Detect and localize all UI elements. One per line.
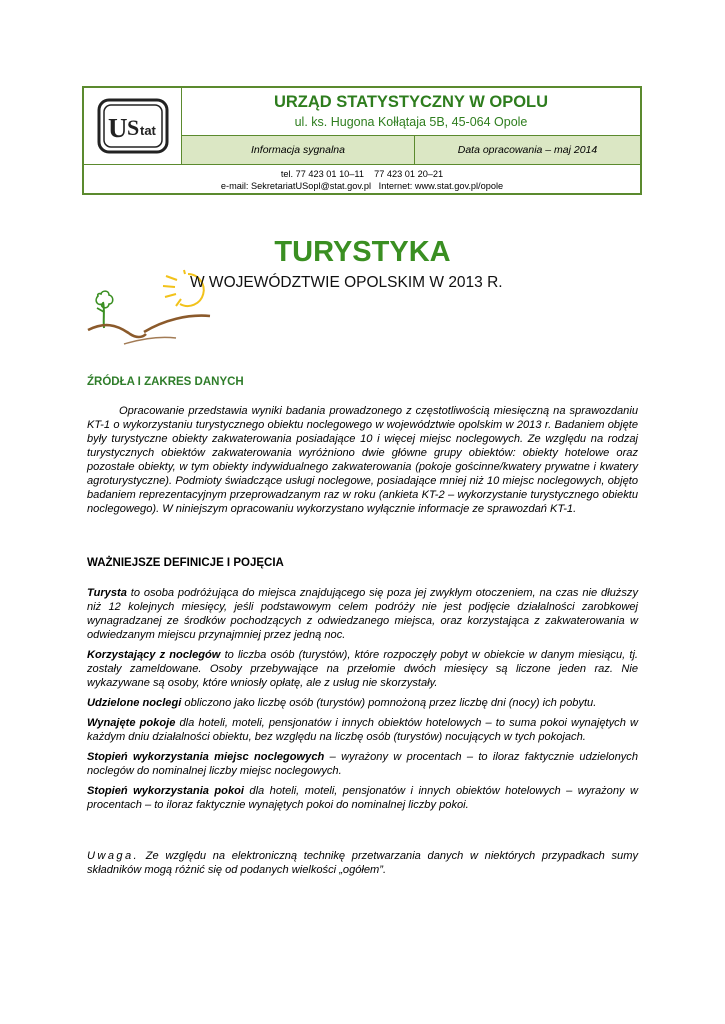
svg-text:tat: tat	[139, 123, 156, 138]
definition-item	[87, 716, 638, 744]
header-title-cell	[182, 88, 640, 135]
date-label: Data opracowania – maj 2014	[457, 144, 598, 156]
svg-text:U: U	[107, 113, 127, 143]
section-heading-definitions: WAŻNIEJSZE DEFINICJE I POJĘCIA	[87, 557, 284, 569]
info-label: Informacja sygnalna	[182, 136, 415, 164]
page-subtitle: W WOJEWÓDZTWIE OPOLSKIM W 2013 R.	[190, 274, 503, 291]
header-box	[82, 86, 642, 195]
svg-text:S: S	[126, 115, 139, 140]
definition-item	[87, 750, 638, 778]
org-address: ul. ks. Hugona Kołłątaja 5B, 45-064 Opole	[294, 115, 528, 129]
definition-text: to liczba osób (turystów), które rozpoczęły pobyt w obiekcie w danym miesiącu, tj. zostały zameldowane. Osoby przebywające na przełomie dwóch miesięcy są liczone jeden raz. Nie wykazywane są osoby, które wniosły opłatę, ale z usług nie skorzystały.	[87, 649, 638, 689]
note-lead: Uwaga.	[87, 850, 140, 862]
definition-term: Udzielone noclegi	[87, 697, 182, 709]
intro-paragraph: Opracowanie przedstawia wyniki badania prowadzonego z częstotliwością miesięczną na sprawozdaniu KT-1 o wykorzystaniu turystycznego obiektu noclegowego w województwie opolskim w 2013 r. Badaniem objęte były turystyczne obiekty zakwaterowania posiadające 10 i więcej miejsc noclegowych. Ze względu na rodzaj turystycznych obiektów zakwaterowania wyróżniono dwie główne grupy obiektów: obiekty hotelowe oraz pozostałe obiekty, w tym obiekty indywidualnego zakwaterowania (pokoje gościnne/kwatery prywatne i kwatery agroturystyczne). Podmioty świadczące usługi noclegowe, posiadające mniej niż 10 miejsc noclegowych, objęto badaniem reprezentacyjnym przeprowadzanym raz w roku (ankieta KT-2 – wykorzystanie turystycznego obiektu noclegowego). W niniejszym opracowaniu wykorzystano wyłącznie informacje ze sprawozdań KT-1.	[87, 405, 638, 515]
email-line: e-mail: SekretariatUSopl@stat.gov.pl Internet: www.stat.gov.pl/opole	[220, 181, 504, 191]
definition-term: Korzystający z noclegów	[87, 649, 221, 661]
definitions-list	[87, 586, 638, 818]
page-title: TURYSTYKA	[274, 236, 451, 268]
section-heading-sources: ŹRÓDŁA I ZAKRES DANYCH	[87, 376, 244, 388]
org-name: URZĄD STATYSTYCZNY W OPOLU	[273, 93, 549, 111]
definition-item	[87, 696, 638, 710]
definition-text: obliczono jako liczbę osób (turystów) pomnożoną przez liczbę dni (nocy) ich pobytu.	[181, 697, 597, 709]
note-paragraph	[87, 849, 638, 877]
logo-cell	[84, 88, 182, 164]
contact-row	[84, 164, 640, 193]
definition-text: – wyrażony w procentach – to iloraz faktycznie udzielonych noclegów do nominalnej liczby miejsc noclegowych.	[87, 751, 639, 777]
definition-item	[87, 648, 638, 690]
definition-text: dla hoteli, moteli, pensjonatów i innych obiektów hotelowych – wyrażony w procentach – to iloraz faktycznie wynajętych pokoi do nominalnej liczby pokoi.	[87, 785, 639, 811]
ustat-logo-icon	[96, 97, 170, 155]
definition-term: Wynajęte pokoje	[87, 717, 176, 729]
definition-term: Turysta	[87, 587, 127, 599]
header-info-row	[182, 135, 640, 164]
definition-term: Stopień wykorzystania miejsc noclegowych	[87, 751, 325, 763]
definition-item	[87, 586, 638, 642]
note-text: Ze względu na elektroniczną technikę przetwarzania danych w niektórych przypadkach sumy składników mogą różnić się od podanych wielkości „ogółem”.	[87, 850, 638, 876]
definition-text: to osoba podróżująca do miejsca znajdującego się poza jej zwykłym otoczeniem, na czas nie dłuższy niż 12 kolejnych miesięcy, jeśli podstawowym celem podróży nie jest podjęcie działalności zarobkowej wynagradzanej ze środków pochodzących z odwiedzanego miejsca, oraz korzystająca z zakwaterowania w odwiedzanym miejscu przynajmniej przez jedną noc.	[87, 587, 638, 641]
phone-line: tel. 77 423 01 10–11 77 423 01 20–21	[280, 169, 444, 179]
definition-text: dla hoteli, moteli, pensjonatów i innych obiektów hotelowych – to suma pokoi wynajętych w każdym dniu działalności obiektu, bez względu na liczbę osób (turystów) nocujących w tych pokojach.	[87, 717, 638, 743]
definition-item	[87, 784, 638, 812]
definition-term: Stopień wykorzystania pokoi	[87, 785, 244, 797]
